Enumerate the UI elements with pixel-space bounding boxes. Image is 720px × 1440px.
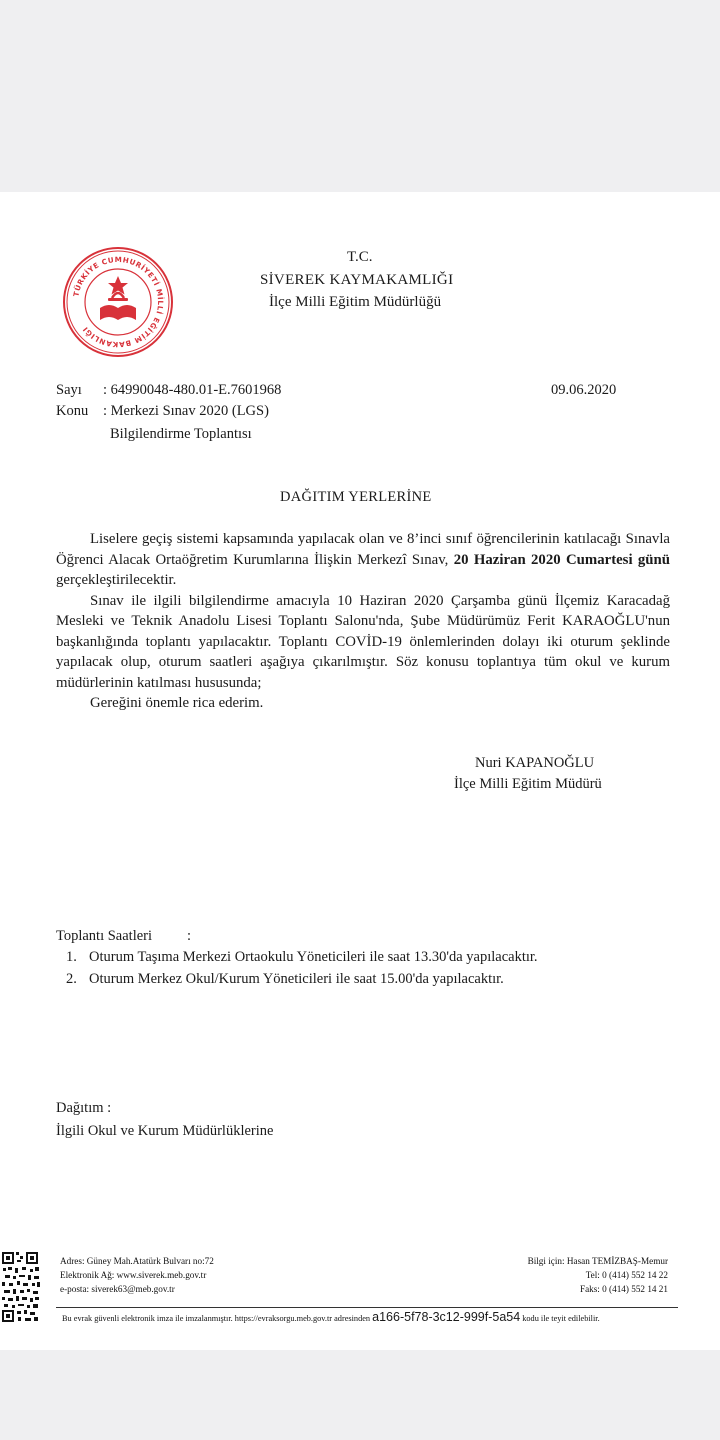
footer-address: Adres: Güney Mah.Atatürk Bulvarı no:72 [60,1256,214,1266]
schedule-item-1: Oturum Taşıma Merkezi Ortaokulu Yöneticileri ile saat 13.30'da yapılacaktır. [89,949,538,965]
konu-value: : Merkezi Sınav 2020 (LGS) [103,403,269,419]
meb-seal-logo [62,246,174,358]
konu-value-line2: Bilgilendirme Toplantısı [110,426,252,442]
footer-phone: Tel: 0 (414) 552 14 22 [585,1270,668,1280]
distribution-label: Dağıtım : [56,1100,112,1116]
paragraph-2: Sınav ile ilgili bilgilendirme amacıyla 10 Haziran 2020 Çarşamba günü İlçemiz Karacadağ Mesleki ve Teknik Anadolu Lisesi Toplantı Salonu'nda, Şube Müdürümüz Ferit KARAOĞLU'nun başkanlığında toplantı yapılacaktır. Toplantı COVİD-19 önlemlerinden dolayı iki oturum şeklinde yapılacak olup, oturum saatleri aşağıya çıkarılmıştır. Söz konusu toplantıya tüm okul ve kurum müdürlerinin katılması hususunda; [56,592,670,691]
footer-contact-person: Bilgi için: Hasan TEMİZBAŞ-Memur [527,1256,668,1266]
footer-website: Elektronik Ağ: www.siverek.meb.gov.tr [60,1270,207,1280]
verification-note: Bu evrak güvenli elektronik imza ile imzalanmıştır. https://evraksorgu.meb.gov.tr adresinden a166-5f78-3c12-999f-5a54 kodu ile teyit edilebilir. [62,1310,600,1324]
verification-code: a166-5f78-3c12-999f-5a54 [372,1310,521,1324]
schedule-item-2: Oturum Merkez Okul/Kurum Yöneticileri ile saat 15.00'da yapılacaktır. [89,971,504,987]
header-department: İlçe Milli Eğitim Müdürlüğü [269,294,442,310]
footer-email: e-posta: siverek63@meb.gov.tr [60,1284,175,1294]
distribution-value: İlgili Okul ve Kurum Müdürlüklerine [56,1123,274,1139]
paragraph-3: Gereğini önemle rica ederim. [90,695,264,711]
konu-label: Konu [56,403,89,419]
sayi-label: Sayı [56,382,82,398]
header-tc: T.C. [347,249,373,265]
document-date: 09.06.2020 [551,382,617,398]
paragraph-1: Liselere geçiş sistemi kapsamında yapılacak olan ve 8’inci sınıf öğrencilerinin katılacağı Sınavla Öğrenci Alacak Ortaöğretim Kurumlarına İlişkin Merkezî Sınav, 20 Haziran 2020 Cumartesi günü gerçekleştirilecektir. [56,531,670,588]
schedule-item-2-number: 2. [66,971,77,987]
qr-code [0,1248,42,1326]
header-institution: SİVEREK KAYMAKAMLIĞI [260,272,454,288]
exam-date-emphasis: 20 Haziran 2020 Cumartesi günü [453,551,670,568]
footer-divider [56,1307,678,1308]
signatory-name: Nuri KAPANOĞLU [475,755,595,771]
svg-text:TÜRKİYE CUMHURİYETİ MİLLİ EĞİT: TÜRKİYE CUMHURİYETİ MİLLİ EĞİTİM BAKANLIĞI [71,254,166,350]
schedule-colon: : [187,928,192,944]
signatory-title: İlçe Milli Eğitim Müdürü [454,776,602,792]
schedule-label: Toplantı Saatleri [56,928,153,944]
schedule-item-1-number: 1. [66,949,77,965]
recipient-heading: DAĞITIM YERLERİNE [280,489,432,505]
document-page [0,192,720,1350]
letter-body [56,529,670,714]
footer-fax: Faks: 0 (414) 552 14 21 [579,1284,668,1294]
sayi-value: : 64990048-480.01-E.7601968 [103,382,282,398]
